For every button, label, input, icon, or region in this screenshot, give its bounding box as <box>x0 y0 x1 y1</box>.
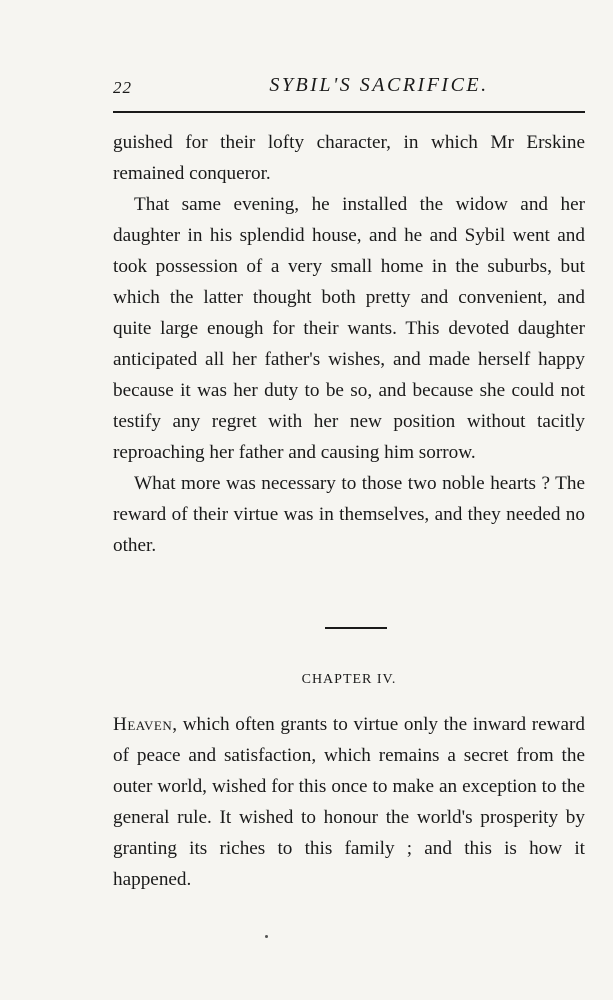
page-number: 22 <box>113 78 132 97</box>
header-rule <box>113 111 585 113</box>
chapter-heading: CHAPTER IV. <box>301 672 397 687</box>
chapter-text <box>113 709 585 895</box>
paragraph: What more was necessary to those two noble hearts ? The reward of their virtue was in themselves, and they needed no other. <box>113 473 585 556</box>
chapter-opening-text: , which often grants to virtue only the inward reward of peace and satisfaction, which remains a secret from the outer world, wished for this once to make an exception to the general rule. It wished to honour the world's prosperity by granting its riches to this family ; and this is how it happened. <box>113 714 585 890</box>
paragraph: That same evening, he installed the widow and her daughter in his splendid house, and he and Sybil went and took possession of a very small home in the suburbs, but which the latter thought both pretty and convenient, and quite large enough for their wants. This devoted daughter anticipated all her father's wishes, and made herself happy because it was her duty to be so, and because she could not testify any regret with her new position without tacitly reproaching her father and causing him sorrow. <box>113 194 585 463</box>
section-divider-rule <box>325 627 387 629</box>
paragraph-continued: guished for their lofty character, in which Mr Erskine remained conqueror. <box>113 132 585 184</box>
page-header <box>113 74 585 100</box>
running-title: SYBIL'S SACRIFICE. <box>269 74 489 96</box>
body-text <box>113 127 585 561</box>
chapter-opening-word: Heaven <box>113 714 173 735</box>
printing-mark <box>265 935 268 938</box>
chapter-opening-paragraph <box>113 709 585 895</box>
